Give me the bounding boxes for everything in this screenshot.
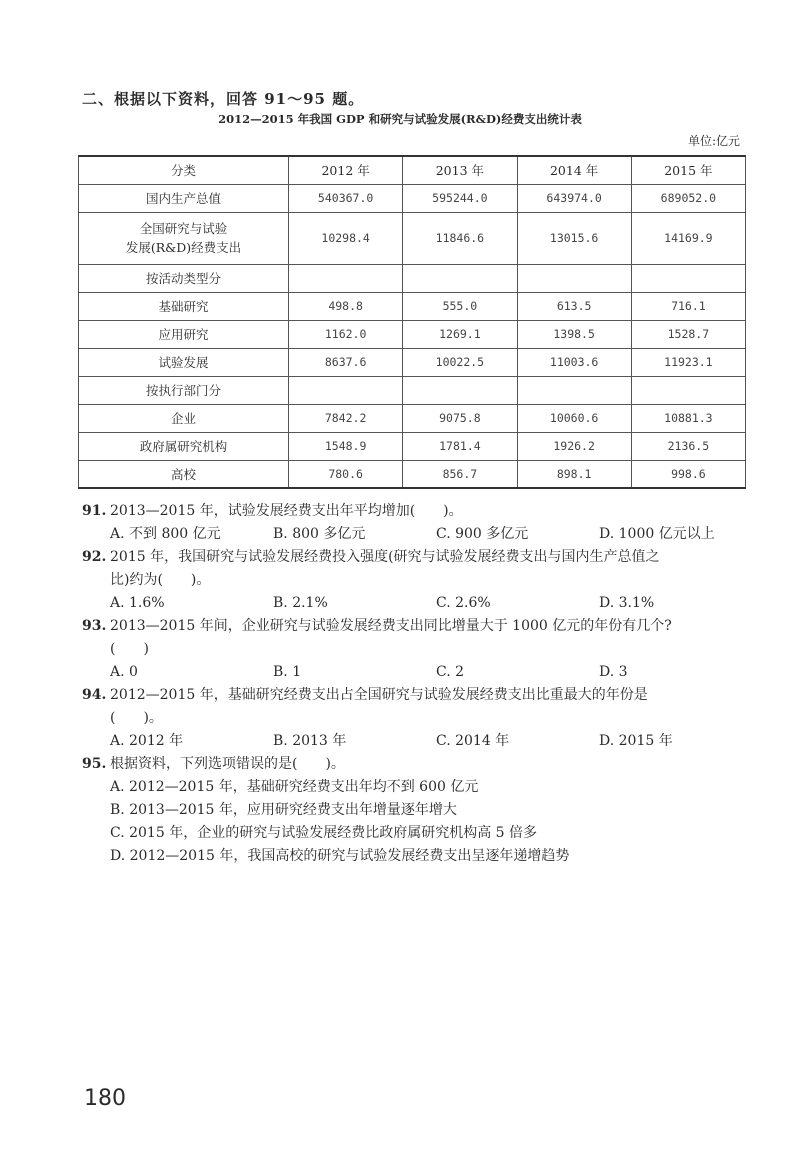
table-cell: 11846.6	[403, 212, 517, 264]
row-label: 试验发展	[79, 348, 289, 376]
question-text-continued: ( )。	[110, 710, 163, 726]
row-label: 政府属研究机构	[79, 432, 289, 460]
table-cell: 10022.5	[403, 348, 517, 376]
table-cell: 9075.8	[403, 404, 517, 432]
table-group-row	[79, 376, 746, 404]
page-number: 180	[84, 1086, 126, 1111]
group-label: 按活动类型分	[79, 264, 289, 292]
table-cell: 11003.6	[517, 348, 631, 376]
table-row	[79, 184, 746, 212]
table-cell: 555.0	[403, 292, 517, 320]
question-number: 94.	[82, 687, 107, 703]
option-b: B. 1	[273, 664, 302, 680]
table-cell: 716.1	[631, 292, 745, 320]
table-cell: 11923.1	[631, 348, 745, 376]
table-cell: 643974.0	[517, 184, 631, 212]
table-cell: 1781.4	[403, 432, 517, 460]
option-d: D. 3	[599, 664, 628, 680]
table-cell: 14169.9	[631, 212, 745, 264]
question-text: 2012—2015 年，基础研究经费支出占全国研究与试验发展经费支出比重最大的年份是	[110, 687, 648, 703]
table-cell: 1269.1	[403, 320, 517, 348]
table-cell: 540367.0	[289, 184, 403, 212]
table-cell: 1162.0	[289, 320, 403, 348]
table-header-row	[79, 156, 746, 184]
question-91	[82, 500, 762, 546]
option-c: C. 2015 年，企业的研究与试验发展经费比政府属研究机构高 5 倍多	[110, 825, 537, 841]
option-a: A. 2012 年	[110, 733, 184, 749]
option-b: B. 2.1%	[273, 595, 328, 611]
table-cell: 1398.5	[517, 320, 631, 348]
table-cell: 780.6	[289, 460, 403, 488]
question-text: 2013—2015 年，试验发展经费支出年平均增加( )。	[110, 503, 463, 519]
question-text-continued: ( )	[110, 641, 149, 657]
table-cell: 898.1	[517, 460, 631, 488]
table-cell: 7842.2	[289, 404, 403, 432]
option-d: D. 2012—2015 年，我国高校的研究与试验发展经费支出呈逐年递增趋势	[110, 848, 570, 864]
question-text: 2013—2015 年间，企业研究与试验发展经费支出同比增量大于 1000 亿元的年份有几个?	[110, 618, 672, 634]
question-text-continued: 比)约为( )。	[110, 572, 211, 588]
option-c: C. 2	[436, 664, 465, 680]
table-cell: 613.5	[517, 292, 631, 320]
table-cell: 998.6	[631, 460, 745, 488]
question-94	[82, 684, 762, 753]
option-c: C. 2014 年	[436, 733, 510, 749]
option-c: C. 900 多亿元	[436, 526, 529, 542]
table-row	[79, 460, 746, 488]
row-label: 高校	[79, 460, 289, 488]
question-list	[82, 500, 762, 868]
question-92	[82, 546, 762, 615]
header-cell: 2015 年	[631, 156, 745, 184]
table-title: 2012—2015 年我国 GDP 和研究与试验发展(R&D)经费支出统计表	[218, 112, 582, 126]
option-b: B. 2013 年	[273, 733, 347, 749]
option-d: D. 1000 亿元以上	[599, 526, 715, 542]
table-cell: 13015.6	[517, 212, 631, 264]
option-b: B. 2013—2015 年，应用研究经费支出年增量逐年增大	[110, 802, 457, 818]
question-93	[82, 615, 762, 684]
question-95	[82, 753, 762, 868]
table-row	[79, 404, 746, 432]
row-label: 国内生产总值	[79, 184, 289, 212]
option-a: A. 2012—2015 年，基础研究经费支出年均不到 600 亿元	[110, 779, 479, 795]
table-cell: 689052.0	[631, 184, 745, 212]
table-row	[79, 348, 746, 376]
header-cell: 分类	[79, 156, 289, 184]
row-label-line: 发展(R&D)经费支出	[125, 240, 242, 255]
row-label: 基础研究	[79, 292, 289, 320]
table-cell: 1926.2	[517, 432, 631, 460]
table-group-row	[79, 264, 746, 292]
table-cell: 595244.0	[403, 184, 517, 212]
option-a: A. 不到 800 亿元	[110, 526, 221, 542]
row-label: 应用研究	[79, 320, 289, 348]
statistics-table	[78, 155, 746, 489]
table-cell: 10298.4	[289, 212, 403, 264]
header-cell: 2014 年	[517, 156, 631, 184]
option-d: D. 3.1%	[599, 595, 655, 611]
table-row	[79, 212, 746, 264]
option-a: A. 0	[110, 664, 138, 680]
header-cell: 2013 年	[403, 156, 517, 184]
table-cell: 498.8	[289, 292, 403, 320]
option-a: A. 1.6%	[110, 595, 165, 611]
table-cell: 10060.6	[517, 404, 631, 432]
row-label	[79, 212, 289, 264]
option-d: D. 2015 年	[599, 733, 673, 749]
question-text: 根据资料，下列选项错误的是( )。	[110, 756, 345, 772]
table-unit: 单位:亿元	[687, 134, 740, 148]
row-label: 企业	[79, 404, 289, 432]
question-number: 95.	[82, 756, 107, 772]
section-heading: 二、根据以下资料，回答 91～95 题。	[82, 90, 365, 108]
table-cell: 10881.3	[631, 404, 745, 432]
table-row	[79, 292, 746, 320]
row-label-line: 全国研究与试验	[139, 221, 228, 236]
table-cell: 2136.5	[631, 432, 745, 460]
table-row	[79, 320, 746, 348]
table-cell: 856.7	[403, 460, 517, 488]
option-c: C. 2.6%	[436, 595, 491, 611]
question-number: 91.	[82, 503, 107, 519]
header-cell: 2012 年	[289, 156, 403, 184]
option-b: B. 800 多亿元	[273, 526, 366, 542]
question-number: 93.	[82, 618, 107, 634]
table-cell: 1528.7	[631, 320, 745, 348]
question-text: 2015 年，我国研究与试验发展经费投入强度(研究与试验发展经费支出与国内生产总值之	[110, 549, 660, 565]
group-label: 按执行部门分	[79, 376, 289, 404]
table-cell: 8637.6	[289, 348, 403, 376]
table-cell: 1548.9	[289, 432, 403, 460]
question-number: 92.	[82, 549, 107, 565]
table-row	[79, 432, 746, 460]
